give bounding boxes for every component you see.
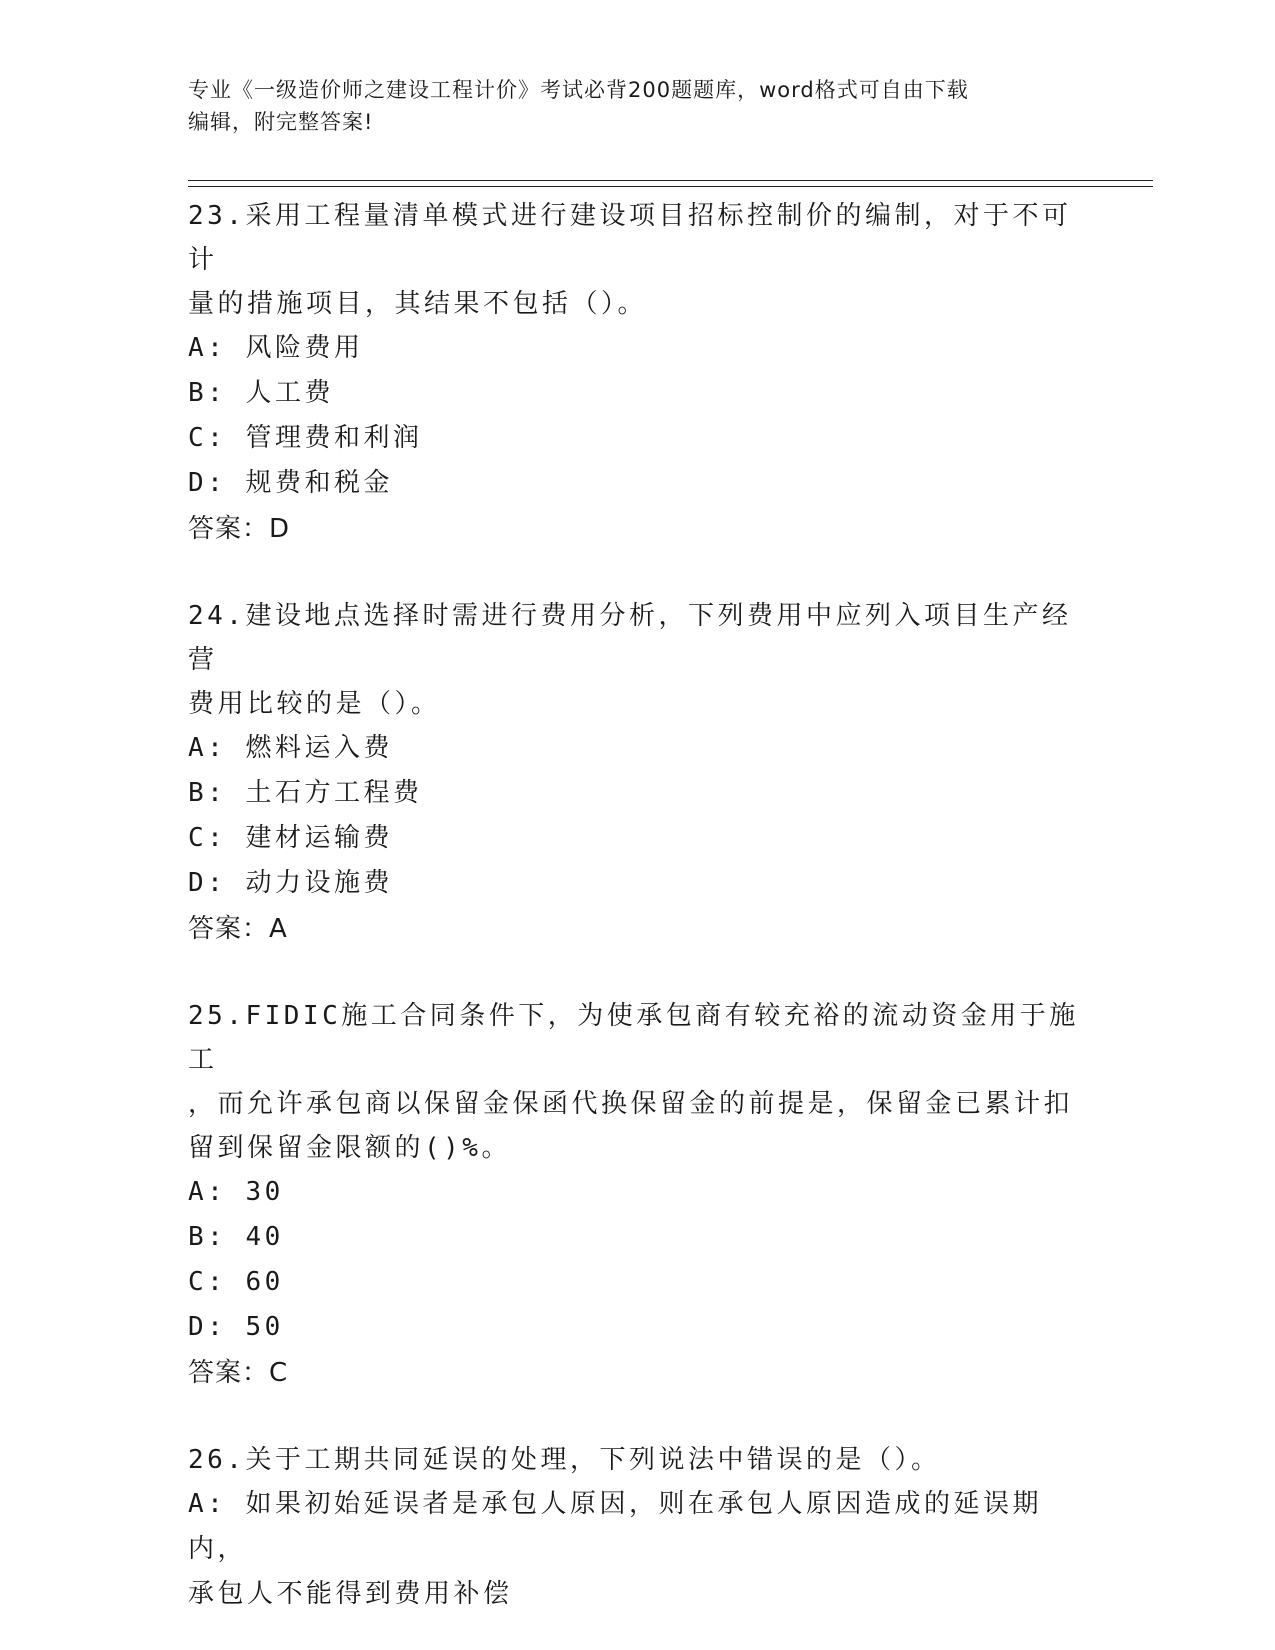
header-line-1: 专业《一级造价师之建设工程计价》考试必背200题题库，word格式可自由下载 <box>188 78 969 102</box>
option-b: B: 40 <box>188 1222 284 1252</box>
question-spacer <box>188 552 1088 592</box>
question-spacer <box>188 952 1088 992</box>
option-c: C: 管理费和利润 <box>188 423 423 453</box>
option-d: D: 规费和税金 <box>188 468 393 498</box>
question-stem <box>188 192 1088 326</box>
header-divider-top <box>188 180 1153 181</box>
question-25 <box>188 992 1088 1396</box>
question-23 <box>188 192 1088 552</box>
question-stem <box>188 992 1088 1170</box>
question-stem-line: 25.FIDIC施工合同条件下，为使承包商有较充裕的流动资金用于施工 <box>188 1001 1079 1075</box>
header-line-2: 编辑，附完整答案! <box>188 110 374 134</box>
option-b: B: 人工费 <box>188 378 334 408</box>
question-stem-line: 24.建设地点选择时需进行费用分析，下列费用中应列入项目生产经营 <box>188 601 1072 675</box>
option-d: D: 50 <box>188 1312 284 1342</box>
header-divider-bottom <box>188 186 1153 187</box>
option-c: C: 60 <box>188 1267 284 1297</box>
question-stem-line: 留到保留金限额的()%。 <box>188 1133 511 1163</box>
question-stem-line: 23.采用工程量清单模式进行建设项目招标控制价的编制，对于不可计 <box>188 201 1072 275</box>
question-24 <box>188 592 1088 952</box>
question-stem <box>188 1436 1088 1482</box>
option-a: A: 30 <box>188 1177 284 1207</box>
option-a-continued: 承包人不能得到费用补偿 <box>188 1579 513 1609</box>
question-stem-line: 26.关于工期共同延误的处理，下列说法中错误的是（）。 <box>188 1445 941 1475</box>
option-c: C: 建材运输费 <box>188 823 393 853</box>
question-list <box>188 192 1088 1617</box>
option-d: D: 动力设施费 <box>188 868 393 898</box>
answer: 答案：C <box>188 1358 289 1388</box>
answer: 答案：D <box>188 514 291 544</box>
question-stem-line: 量的措施项目，其结果不包括（）。 <box>188 289 648 319</box>
document-header <box>188 74 1068 138</box>
option-a: A: 燃料运入费 <box>188 733 393 763</box>
question-spacer <box>188 1396 1088 1436</box>
question-stem-line: 费用比较的是（）。 <box>188 689 441 719</box>
question-stem-line: ，而允许承包商以保留金保函代换保留金的前提是，保留金已累计扣 <box>188 1089 1074 1119</box>
question-26 <box>188 1436 1088 1617</box>
answer: 答案：A <box>188 914 288 944</box>
option-b: B: 土石方工程费 <box>188 778 423 808</box>
question-stem <box>188 592 1088 726</box>
option-a: A: 如果初始延误者是承包人原因，则在承包人原因造成的延误期内， <box>188 1489 1042 1564</box>
option-a: A: 风险费用 <box>188 333 364 363</box>
